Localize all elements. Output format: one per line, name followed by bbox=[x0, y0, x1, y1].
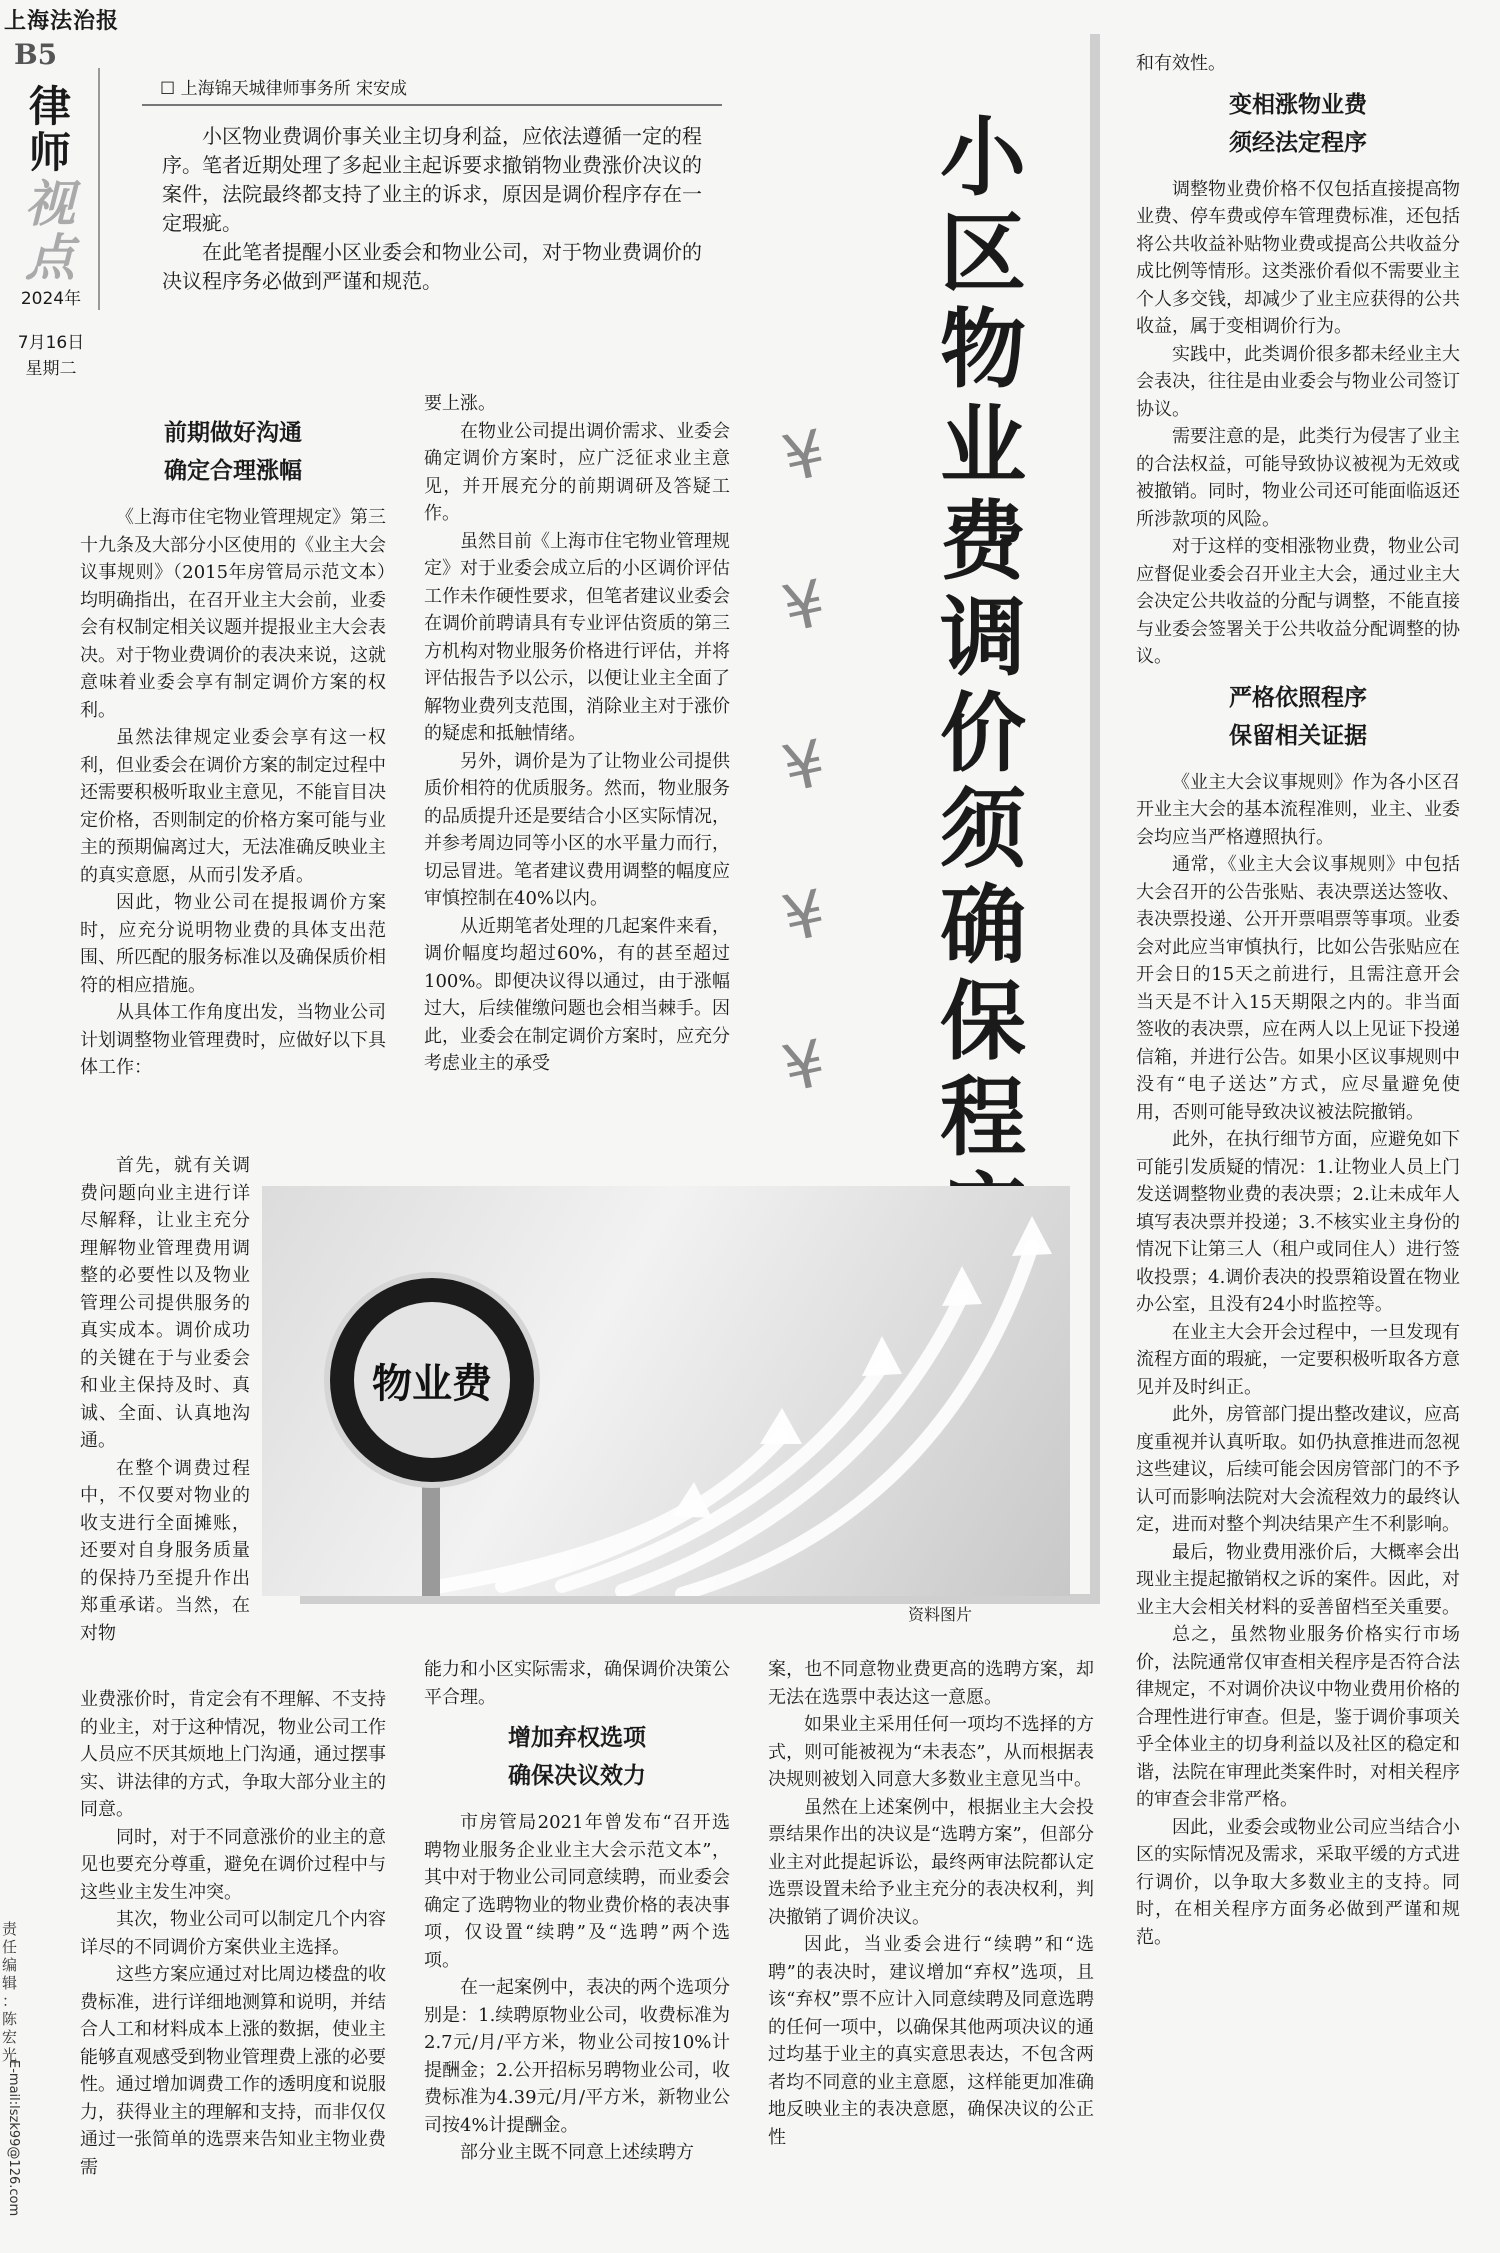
author-byline: ☐ 上海锦天城律师事务所 宋安成 bbox=[160, 79, 408, 99]
body-paragraph: 此外，房管部门提出整改建议，应高度重视并认真听取。如仍执意推进而忽视这些建议，后续可能会因房管部门的不予认可而影响法院对大会流程效力的最终认定，进而对整个判决结果产生不利影响。 bbox=[1136, 1404, 1460, 1535]
section-heading bbox=[1136, 86, 1460, 162]
body-paragraph: 在整个调费过程中，不仅要对物业的收支进行全面摊账，还要对自身服务质量的保持乃至提升作出郑重承诺。当然，在对物 bbox=[80, 1457, 250, 1644]
body-paragraph: 实践中，此类调价很多都未经业主大会表决，往往是由业委会与物业公司签订协议。 bbox=[1136, 343, 1460, 420]
masthead: 上海法治报 bbox=[4, 8, 120, 34]
body-paragraph: 调整物业费价格不仅包括直接提高物业费、停车费或停车管理费标准，还包括将公共收益补贴物业费或提高公共收益分成比例等情形。这类涨价看似不需要业主个人多交钱，却减少了业主应获得的公共收益，属于变相调价行为。 bbox=[1136, 178, 1460, 337]
body-paragraph: 另外，调价是为了让物业公司提供质价相符的优质服务。然而，物业服务的品质提升还是要结合小区实际情况，并参考周边同等小区的水平量力而行，切忌冒进。笔者建议费用调整的幅度应审慎控制在40%以内。 bbox=[424, 750, 730, 909]
body-paragraph: 最后，物业费用涨价后，大概率会出现业主提起撤销权之诉的案件。因此，对业主大会相关材料的妥善留档至关重要。 bbox=[1136, 1541, 1460, 1618]
sign-pole bbox=[422, 1486, 440, 1596]
body-paragraph: 总之，虽然物业服务价格实行市场价，法院通常仅审查相关程序是否符合法律规定，不对调价决议中物业费用价格的合理性进行审查。但是，鉴于调价事项关乎全体业主的切身利益以及社区的稳定和谐，法院在审理此类案件时，对相关程序的审查会非常严格。 bbox=[1136, 1624, 1460, 1810]
section-heading bbox=[1136, 679, 1460, 755]
body-paragraph: 市房管局2021年曾发布“召开选聘物业服务企业业主大会示范文本”，其中对于物业公司同意续聘，而业委会确定了选聘物业的物业费价格的表决事项，仅设置“续聘”及“选聘”两个选项。 bbox=[424, 1812, 730, 1971]
body-paragraph: 此外，在执行细节方面，应避免如下可能引发质疑的情况：1.让物业人员上门发送调整物业费的表决票；2.让未成年人填写表决票并投递；3.不核实业主身份的情况下让第三人（租户或同住人）进行签收投票；4.调价表决的投票箱设置在物业办公室，且没有24小时监控等。 bbox=[1136, 1129, 1460, 1315]
section-char: 律 bbox=[28, 82, 71, 131]
headline-char: 物 bbox=[940, 300, 1026, 400]
section-heading-line: 变相涨物业费 bbox=[1229, 91, 1367, 118]
property-fee-sign bbox=[324, 1272, 540, 1488]
column-2-lower bbox=[424, 1656, 730, 2167]
headline-char: 确 bbox=[940, 876, 1026, 976]
column-4 bbox=[1136, 50, 1460, 1951]
body-paragraph: 其次，物业公司可以制定几个内容详尽的不同调价方案供业主选择。 bbox=[80, 1909, 386, 1958]
headline-char: 保 bbox=[940, 972, 1026, 1072]
body-paragraph: 首先，就有关调费问题向业主进行详尽解释，让业主充分理解物业管理费用调整的必要性以及物业管理公司提供服务的真实成本。调价成功的关键在于与业委会和业主保持及时、真诚、全面、认真地沟通。 bbox=[80, 1155, 250, 1451]
lead-text: 在此笔者提醒小区业委会和物业公司，对于物业费调价的决议程序务必做到严谨和规范。 bbox=[162, 240, 702, 293]
body-paragraph: 业费涨价时，肯定会有不理解、不支持的业主，对于这种情况，物业公司工作人员应不厌其烦地上门沟通，通过摆事实、讲法律的方式，争取大部分业主的同意。 bbox=[80, 1689, 386, 1820]
section-heading bbox=[424, 1719, 730, 1795]
page-number: B5 bbox=[14, 38, 58, 71]
editor-credit: 责任编辑：陈宏光 bbox=[2, 1920, 18, 2064]
section-heading-line: 确定合理涨幅 bbox=[164, 458, 302, 484]
headline-char: 程 bbox=[940, 1068, 1026, 1168]
yen-icon: ¥ bbox=[776, 726, 832, 808]
body-paragraph: 因此，业委会或物业公司应当结合小区的实际情况及需求，采取平缓的方式进行调价，以争取大多数业主的支持。同时，在相关程序方面务必做到严谨和规范。 bbox=[1136, 1816, 1460, 1948]
yen-icon: ¥ bbox=[776, 876, 832, 958]
headline-char: 业 bbox=[940, 396, 1026, 496]
lead-text: 小区物业费调价事关业主切身利益，应依法遵循一定的程序。笔者近期处理了多起业主起诉要求撤销物业费涨价决议的案件，法院最终都支持了业主的诉求，原因是调价程序存在一定瑕疵。 bbox=[162, 124, 702, 235]
headline-char: 费 bbox=[940, 492, 1026, 592]
section-label bbox=[6, 68, 100, 310]
body-paragraph: 《上海市住宅物业管理规定》第三十九条及大部分小区使用的《业主大会议事规则》（2015年房管局示范文本）均明确指出，在召开业主大会前，业委会有权制定相关议题并提报业主大会表决。对于物业费调价的表决来说，这就意味着业委会享有制定调价方案的权利。 bbox=[80, 507, 386, 721]
body-paragraph: 能力和小区实际需求，确保调价决策公平合理。 bbox=[424, 1659, 730, 1708]
body-paragraph: 这些方案应通过对比周边楼盘的收费标准，进行详细地测算和说明，并结合人工和材料成本上涨的数据，使业主能够直观感受到物业管理费上涨的必要性。通过增加调费工作的透明度和说服力，获得业主的理解和支持，而非仅仅通过一张简单的选票来告知业主物业费需 bbox=[80, 1964, 386, 2178]
body-paragraph: 通常，《业主大会议事规则》中包括大会召开的公告张贴、表决票送达签收、表决票投递、公开开票唱票等事项。业委会对此应当审慎执行，比如公告张贴应在开会日的15天之前进行，且需注意开会当天是不计入15天期限之内的。非当面签收的表决票，应在两人以上见证下投递信箱，并进行公告。如果小区议事规则中没有“电子送达”方式，应尽量避免使用，否则可能导致决议被法院撤销。 bbox=[1136, 854, 1460, 1123]
section-heading-line: 增加弃权选项 bbox=[508, 1725, 646, 1751]
yen-icon: ¥ bbox=[776, 566, 832, 648]
headline-char: 价 bbox=[940, 684, 1026, 784]
column-1 bbox=[80, 406, 386, 1082]
issue-date: 7月16日 bbox=[17, 333, 85, 353]
body-paragraph: 虽然在上述案例中，根据业主大会投票结果作出的决议是“选聘方案”，但部分业主对此提起诉讼，最终两审法院都认定选票设置未给予业主充分的表决权利，判决撤销了调价决议。 bbox=[768, 1796, 1094, 1928]
body-paragraph: 对于这样的变相涨物业费，物业公司应督促业委会召开业主大会，通过业主大会决定公共收益的分配与调整，不能直接与业委会签署关于公共收益分配调整的协议。 bbox=[1136, 536, 1460, 667]
headline-char: 区 bbox=[940, 204, 1026, 304]
body-paragraph: 需要注意的是，此类行为侵害了业主的合法权益，可能导致协议被视为无效或被撤销。同时，物业公司还可能面临返还所涉款项的风险。 bbox=[1136, 426, 1460, 530]
body-paragraph: 案，也不同意物业费更高的选聘方案，却无法在选票中表达这一意愿。 bbox=[768, 1659, 1094, 1708]
section-heading-line: 确保决议效力 bbox=[508, 1763, 646, 1789]
body-paragraph: 同时，对于不同意涨价的业主的意见也要充分尊重，避免在调价过程中与这些业主发生冲突。 bbox=[80, 1826, 386, 1903]
body-paragraph: 从近期笔者处理的几起案件来看，调价幅度均超过60%，有的甚至超过100%。即便决议得以通过，由于涨幅过大，后续催缴问题也会相当棘手。因此，业委会在制定调价方案时，应充分考虑业主的承受 bbox=[424, 915, 730, 1074]
body-paragraph: 在业主大会开会过程中，一旦发现有流程方面的瑕疵，一定要积极听取各方意见并及时纠正。 bbox=[1136, 1321, 1460, 1398]
column-2 bbox=[424, 390, 730, 1078]
yen-icon: ¥ bbox=[776, 416, 832, 498]
section-heading bbox=[80, 414, 386, 490]
body-paragraph: 从具体工作角度出发，当物业公司计划调整物业管理费时，应做好以下具体工作： bbox=[80, 1002, 386, 1078]
yen-icon: ¥ bbox=[776, 1026, 832, 1108]
issue-weekday: 星期二 bbox=[25, 359, 77, 379]
column-3-lower bbox=[768, 1656, 1094, 2151]
section-heading-line: 严格依照程序 bbox=[1229, 684, 1367, 711]
column-1-narrow bbox=[80, 1152, 250, 1647]
headline-char: 须 bbox=[940, 780, 1026, 880]
body-paragraph: 因此，物业公司在提报调价方案时，应充分说明物业费的具体支出范围、所匹配的服务标准以及确保质价相符的相应措施。 bbox=[80, 892, 386, 996]
section-heading-line: 保留相关证据 bbox=[1229, 722, 1367, 749]
section-char: 视 bbox=[25, 174, 75, 233]
body-paragraph: 《业主大会议事规则》作为各小区召开业主大会的基本流程准则，业主、业委会均应当严格遵照执行。 bbox=[1136, 771, 1460, 848]
section-heading-line: 须经法定程序 bbox=[1229, 129, 1367, 156]
body-paragraph: 部分业主既不同意上述续聘方 bbox=[460, 2142, 694, 2163]
section-heading-line: 前期做好沟通 bbox=[164, 420, 302, 446]
column-1-lower bbox=[80, 1686, 386, 2181]
body-paragraph: 如果业主采用任何一项均不选择的方式，则可能被视为“未表态”，从而根据表决规则被划入同意大多数业主意见当中。 bbox=[768, 1714, 1094, 1790]
body-paragraph: 因此，当业委会进行“续聘”和“选聘”的表决时，建议增加“弃权”选项，且该“弃权”票不应计入同意续聘及同意选聘的任何一项中，以确保其他两项决议的通过均基于业主的真实意思表达，不包含两者均不同意的业主意愿，这样能更加准确地反映业主的表决意愿，确保决议的公正性 bbox=[768, 1934, 1094, 2148]
body-paragraph: 虽然法律规定业委会享有这一权利，但业委会在调价方案的制定过程中还需要积极听取业主意见，不能盲目决定价格，否则制定的价格方案可能与业主的预期偏离过大，无法准确反映业主的真实意愿，从而引发矛盾。 bbox=[80, 727, 386, 886]
headline-char: 小 bbox=[940, 108, 1026, 208]
article-photo bbox=[262, 1186, 1070, 1596]
issue-year: 2024年 bbox=[20, 289, 82, 309]
body-paragraph: 和有效性。 bbox=[1136, 53, 1226, 74]
headline-char: 调 bbox=[940, 588, 1026, 688]
section-char: 点 bbox=[25, 228, 75, 287]
section-char: 师 bbox=[28, 128, 71, 177]
sign-text: 物业费 bbox=[354, 1302, 510, 1458]
body-paragraph: 在物业公司提出调价需求、业委会确定调价方案时，应广泛征求业主意见，并开展充分的前期调研及答疑工作。 bbox=[424, 420, 730, 524]
photo-credit: 资料图片 bbox=[908, 1605, 973, 1624]
body-paragraph: 在一起案例中，表决的两个选项分别是：1.续聘原物业公司，收费标准为2.7元/月/平方米，物业公司按10%计提酬金；2.公开招标另聘物业公司，收费标准为4.39元/月/平方米，新物业公司按4%计提酬金。 bbox=[424, 1977, 730, 2136]
body-paragraph: 要上涨。 bbox=[424, 393, 496, 414]
editor-email: E-mail:lszk99@126.com bbox=[6, 2060, 21, 2217]
body-paragraph: 虽然目前《上海市住宅物业管理规定》对于业委会成立后的小区调价评估工作未作硬性要求，但笔者建议业委会在调价前聘请具有专业评估资质的第三方机构对物业服务价格进行评估，并将评估报告予以公示，以便让业主全面了解物业费列支范围，消除业主对于涨价的疑虑和抵触情绪。 bbox=[424, 530, 730, 744]
